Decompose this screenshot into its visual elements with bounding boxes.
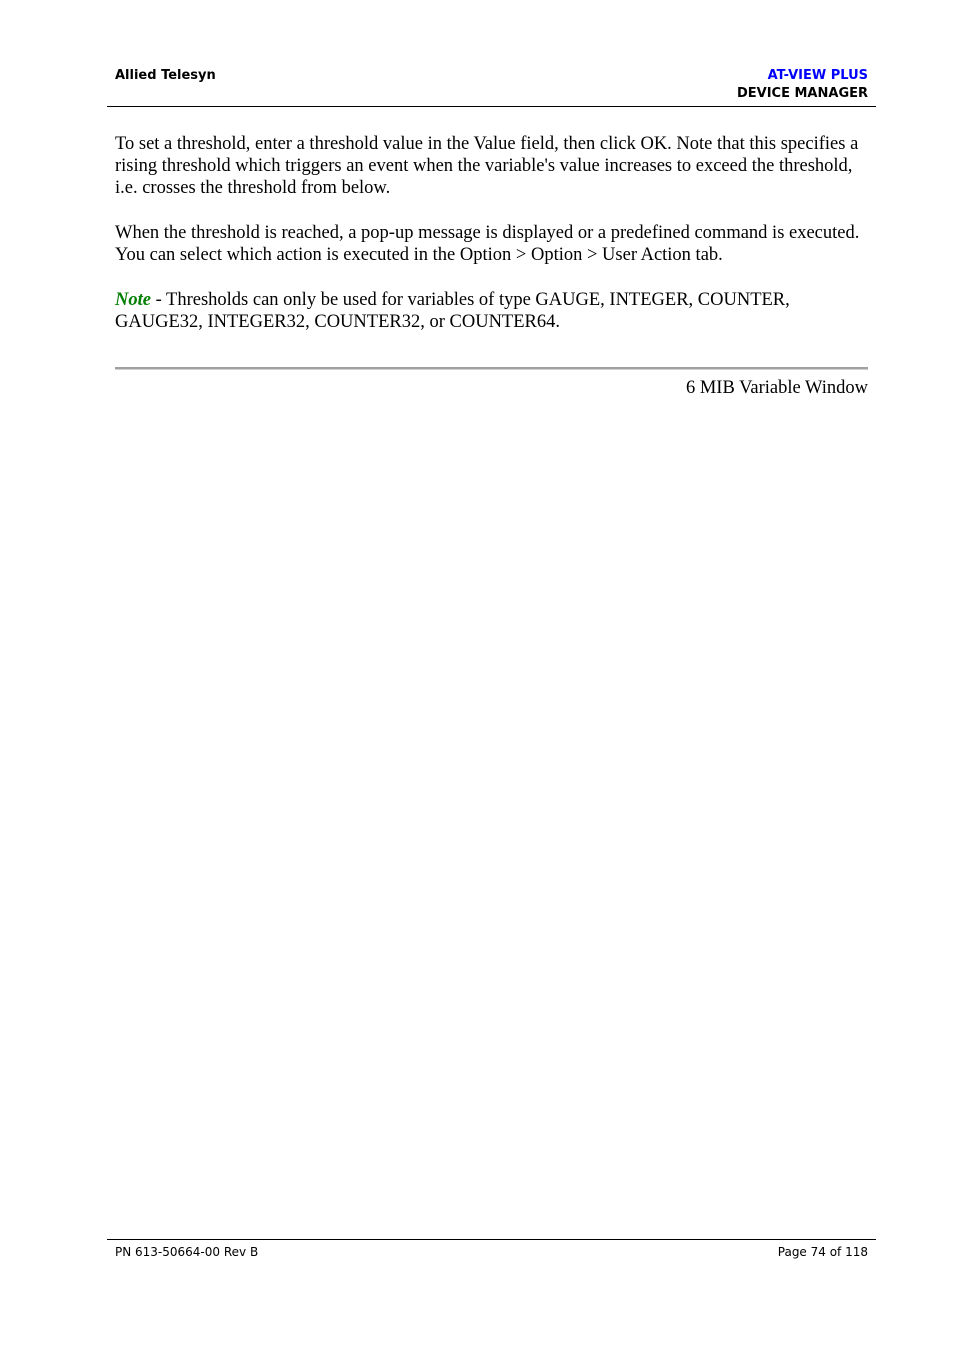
footer-divider xyxy=(107,1239,876,1240)
action-paragraph: When the threshold is reached, a pop-up message is displayed or a predefined command is executed. You can select which action is executed in the Option > Option > User Action tab. xyxy=(115,223,860,265)
note-paragraph xyxy=(115,289,875,333)
note-text: - Thresholds can only be used for variables of type GAUGE, INTEGER, COUNTER, GAUGE32, INTEGER32, COUNTER32, or COUNTER64. xyxy=(115,290,790,332)
header-divider xyxy=(107,106,876,107)
page-content xyxy=(115,133,875,356)
company-name: Allied Telesyn xyxy=(115,68,216,83)
part-number: PN 613-50664-00 Rev B xyxy=(115,1245,259,1259)
module-name: DEVICE MANAGER xyxy=(736,86,868,101)
section-reference: 6 MIB Variable Window xyxy=(685,378,868,398)
threshold-paragraph: To set a threshold, enter a threshold value in the Value field, then click OK. Note that this specifies a rising threshold which triggers an event when the variable's value increases to exceed the threshold, i.e. crosses the threshold from below. xyxy=(115,134,859,198)
header-title-block xyxy=(737,67,868,103)
note-label: Note xyxy=(115,290,151,310)
section-divider xyxy=(115,367,868,370)
page-number: Page 74 of 118 xyxy=(777,1245,868,1259)
product-name: AT-VIEW PLUS xyxy=(767,68,868,83)
